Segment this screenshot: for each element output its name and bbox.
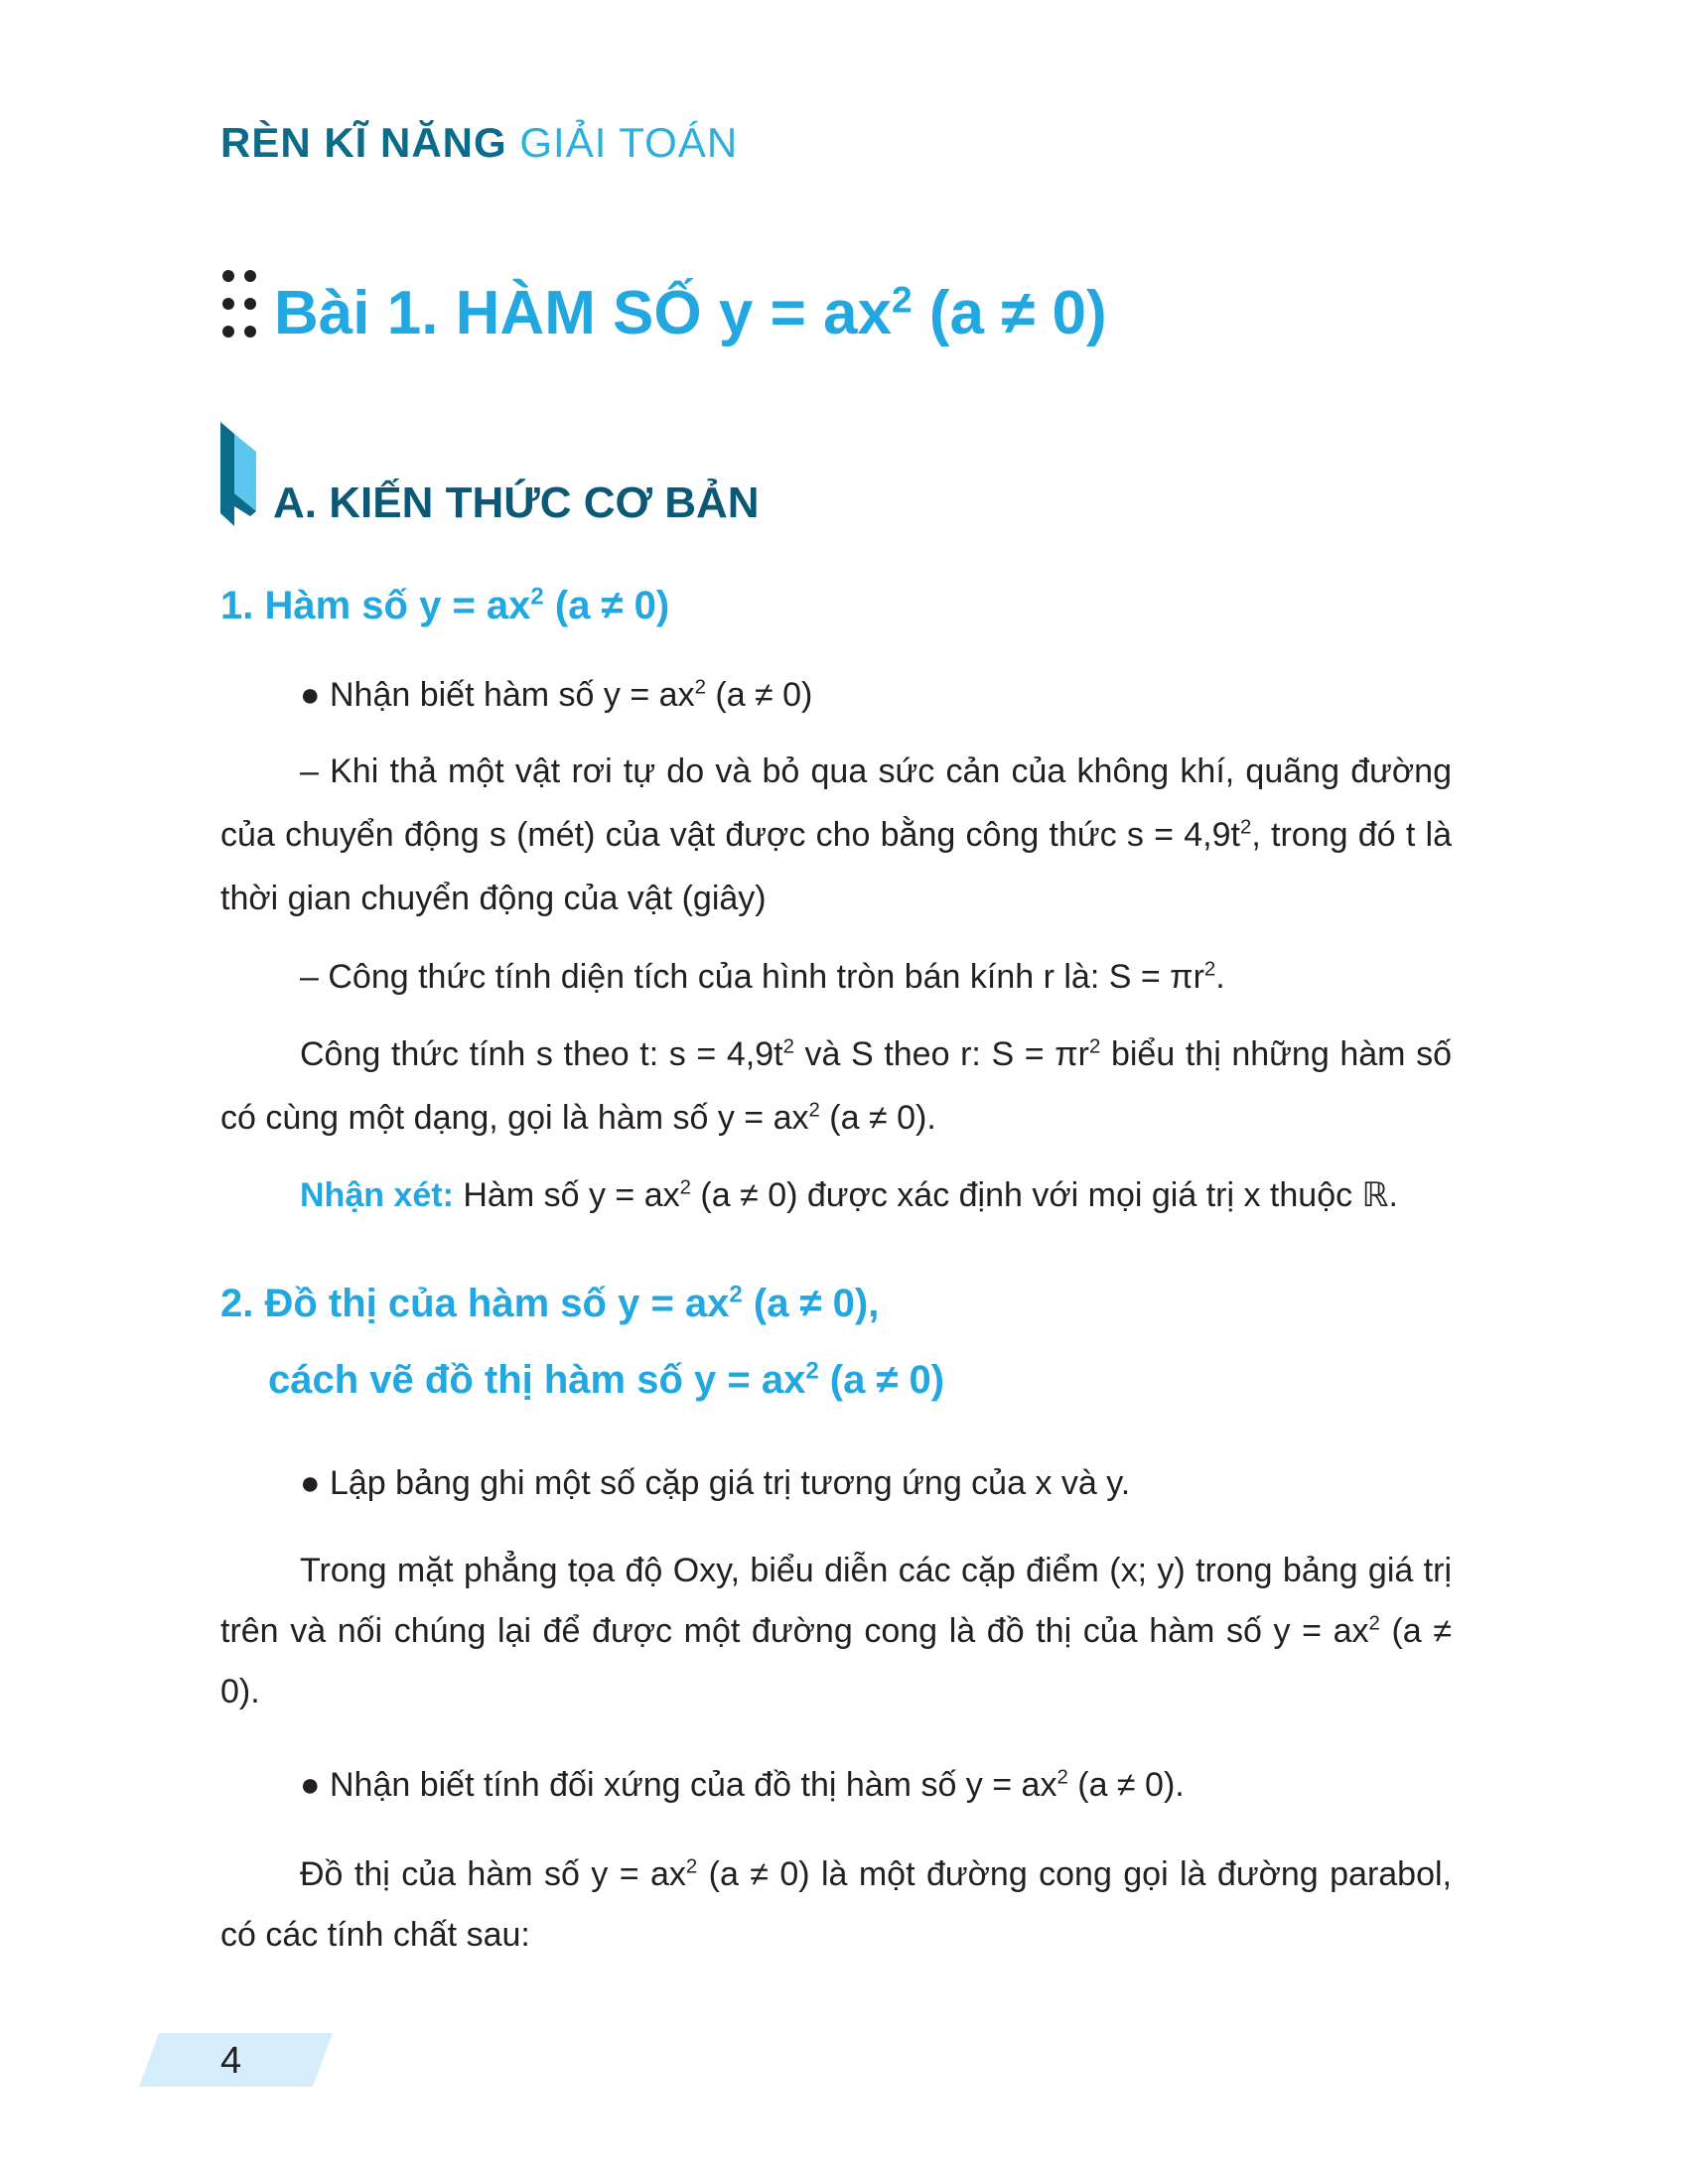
paragraph-parabol: Đồ thị của hàm số $y = ax^2$ (a ≠ 0) là một đường cong gọi là đường parabol, có các tính chất sau: <box>220 1855 1452 1954</box>
remark-label: Nhận xét: <box>300 1176 454 1214</box>
paragraph-free-fall: – Khi thả một vật rơi tự do và bỏ qua sức cản của không khí, quãng đường của chuyển động s (mét) của vật được cho bằng công thức $s = 4,9t^2$, trong đó t là thời gian chuyển động của vật (giây) <box>220 752 1452 917</box>
section-title: A. KIẾN THỨC CƠ BẢN <box>273 478 760 527</box>
paragraph-remark: Nhận xét: Hàm số $y = ax^2$ (a ≠ 0) được xác định với mọi giá trị x thuộc ℝ. <box>300 1176 1398 1214</box>
paragraph-same-form: Công thức tính s theo t: $s = 4,9t^2$ và S theo r: $S = \pi r^2$ biểu thị những hàm số có cùng một dạng, gọi là hàm số $y = ax^2$ (a ≠ 0). <box>220 1035 1453 1137</box>
page-number: 4 <box>220 2040 242 2082</box>
lesson-title: Bài 1. HÀM SỐ $y = ax^2$ (a ≠ 0) <box>274 278 1107 347</box>
bullet-symmetry: ● Nhận biết tính đối xứng của đồ thị hàm số $y = ax^2$ (a ≠ 0). <box>300 1766 1185 1804</box>
running-header <box>220 119 738 167</box>
paragraph-coordinate-plane: Trong mặt phẳng tọa độ Oxy, biểu diễn các cặp điểm (x; y) trong bảng giá trị trên và nối chúng lại để được một đường cong là đồ thị của hàm số $y = ax^2$ (a ≠ 0). <box>220 1552 1452 1710</box>
dots-icon <box>220 268 260 340</box>
bullet-value-table: ● Lập bảng ghi một số cặp giá trị tương ứng của x và y. <box>300 1464 1131 1502</box>
subheading-2-line-1: 2. Đồ thị của hàm số $y = ax^2$ (a ≠ 0), <box>220 1281 880 1325</box>
paragraph-circle-area: – Công thức tính diện tích của hình tròn bán kính r là: $S = \pi r^2$. <box>300 958 1225 996</box>
section-marker-icon <box>220 422 256 526</box>
subheading-1: 1. Hàm số $y = ax^2$ (a ≠ 0) <box>220 583 670 627</box>
header-light: GIẢI TOÁN <box>519 119 739 166</box>
bullet-recognize-function: ● Nhận biết hàm số $y = ax^2$ (a ≠ 0) <box>300 676 813 714</box>
subheading-2-line-2: cách vẽ đồ thị hàm số $y = ax^2$ (a ≠ 0) <box>268 1357 945 1402</box>
header-bold: RÈN KĨ NĂNG <box>220 119 507 166</box>
